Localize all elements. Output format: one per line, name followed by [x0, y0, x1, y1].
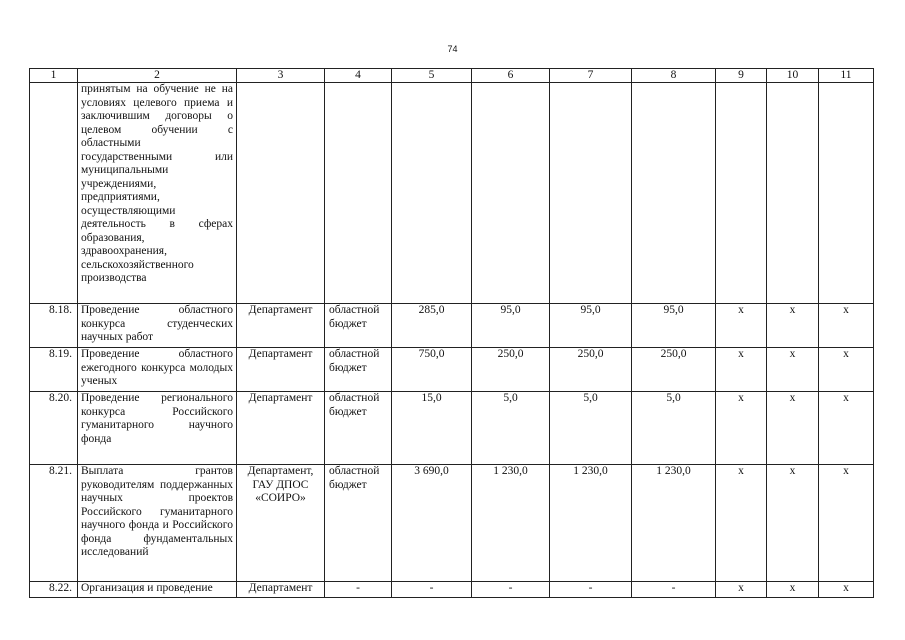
year-1-amount-cell: 95,0 [472, 304, 550, 348]
total-amount-cell [392, 83, 472, 304]
activity-description-cell: Проведение областного конкурса студенческих научных работ [78, 304, 237, 348]
item-number-cell [30, 83, 78, 304]
funding-source-cell: областной бюджет [325, 392, 392, 465]
table-row [30, 348, 874, 392]
column-11-cell: х [819, 348, 874, 392]
year-2-amount-cell: - [550, 582, 632, 598]
year-3-amount-cell: - [632, 582, 716, 598]
year-1-amount-cell [472, 83, 550, 304]
column-10-cell: х [767, 348, 819, 392]
table-row [30, 392, 874, 465]
table-row [30, 582, 874, 598]
column-number: 6 [472, 69, 550, 83]
column-9-cell [716, 83, 767, 304]
column-9-cell: х [716, 304, 767, 348]
year-3-amount-cell: 250,0 [632, 348, 716, 392]
column-10-cell: х [767, 304, 819, 348]
column-9-cell: х [716, 348, 767, 392]
column-11-cell: х [819, 582, 874, 598]
item-number-cell: 8.22. [30, 582, 78, 598]
year-1-amount-cell: 5,0 [472, 392, 550, 465]
column-10-cell: х [767, 582, 819, 598]
table-row [30, 304, 874, 348]
column-11-cell [819, 83, 874, 304]
total-amount-cell: 3 690,0 [392, 465, 472, 582]
activity-description-cell: Проведение регионального конкурса Российского гуманитарного научного фонда [78, 392, 237, 465]
activity-description-cell: Организация и проведение [78, 582, 237, 598]
total-amount-cell: - [392, 582, 472, 598]
funding-source-cell [325, 83, 392, 304]
year-3-amount-cell [632, 83, 716, 304]
column-number: 9 [716, 69, 767, 83]
column-number: 8 [632, 69, 716, 83]
column-number: 7 [550, 69, 632, 83]
item-number-cell: 8.18. [30, 304, 78, 348]
total-amount-cell: 285,0 [392, 304, 472, 348]
executor-cell: Департамент [237, 582, 325, 598]
year-2-amount-cell: 5,0 [550, 392, 632, 465]
year-3-amount-cell: 1 230,0 [632, 465, 716, 582]
funding-source-cell: областной бюджет [325, 304, 392, 348]
program-activities-table [29, 68, 874, 598]
executor-cell: Департамент [237, 348, 325, 392]
item-number-cell: 8.21. [30, 465, 78, 582]
column-11-cell: х [819, 392, 874, 465]
column-10-cell [767, 83, 819, 304]
executor-cell: Департамент [237, 304, 325, 348]
column-9-cell: х [716, 392, 767, 465]
table-row [30, 465, 874, 582]
column-9-cell: х [716, 465, 767, 582]
item-number-cell: 8.20. [30, 392, 78, 465]
executor-cell: Департамент, ГАУ ДПОС «СОИРО» [237, 465, 325, 582]
column-number: 10 [767, 69, 819, 83]
year-3-amount-cell: 95,0 [632, 304, 716, 348]
activity-description-cell: Выплата грантов руководителям поддержанных научных проектов Российского гуманитарного научного фонда и Российского фонда фундаментальных исследований [78, 465, 237, 582]
column-10-cell: х [767, 392, 819, 465]
year-2-amount-cell: 1 230,0 [550, 465, 632, 582]
year-2-amount-cell: 250,0 [550, 348, 632, 392]
funding-source-cell: областной бюджет [325, 465, 392, 582]
column-9-cell: х [716, 582, 767, 598]
page-number: 74 [447, 44, 458, 54]
activity-description-cell: Проведение областного ежегодного конкурса молодых ученых [78, 348, 237, 392]
funding-source-cell: - [325, 582, 392, 598]
total-amount-cell: 750,0 [392, 348, 472, 392]
column-number-row [30, 69, 874, 83]
activity-description-cell: принятым на обучение не на условиях целевого приема и заключившим договоры о целевом обучении с областными государственными или муниципальными учреждениями, предприятиями, осуществляющими деятельность в сферах образования, здравоохранения, сельскохозяйственного производства [78, 83, 237, 304]
executor-cell: Департамент [237, 392, 325, 465]
year-1-amount-cell: - [472, 582, 550, 598]
funding-source-cell: областной бюджет [325, 348, 392, 392]
column-number: 5 [392, 69, 472, 83]
column-number: 3 [237, 69, 325, 83]
year-1-amount-cell: 1 230,0 [472, 465, 550, 582]
column-number: 2 [78, 69, 237, 83]
executor-cell [237, 83, 325, 304]
column-10-cell: х [767, 465, 819, 582]
column-11-cell: х [819, 304, 874, 348]
year-1-amount-cell: 250,0 [472, 348, 550, 392]
total-amount-cell: 15,0 [392, 392, 472, 465]
year-2-amount-cell: 95,0 [550, 304, 632, 348]
column-number: 1 [30, 69, 78, 83]
year-3-amount-cell: 5,0 [632, 392, 716, 465]
column-number: 11 [819, 69, 874, 83]
column-11-cell: х [819, 465, 874, 582]
year-2-amount-cell [550, 83, 632, 304]
column-number: 4 [325, 69, 392, 83]
table-row [30, 83, 874, 304]
item-number-cell: 8.19. [30, 348, 78, 392]
